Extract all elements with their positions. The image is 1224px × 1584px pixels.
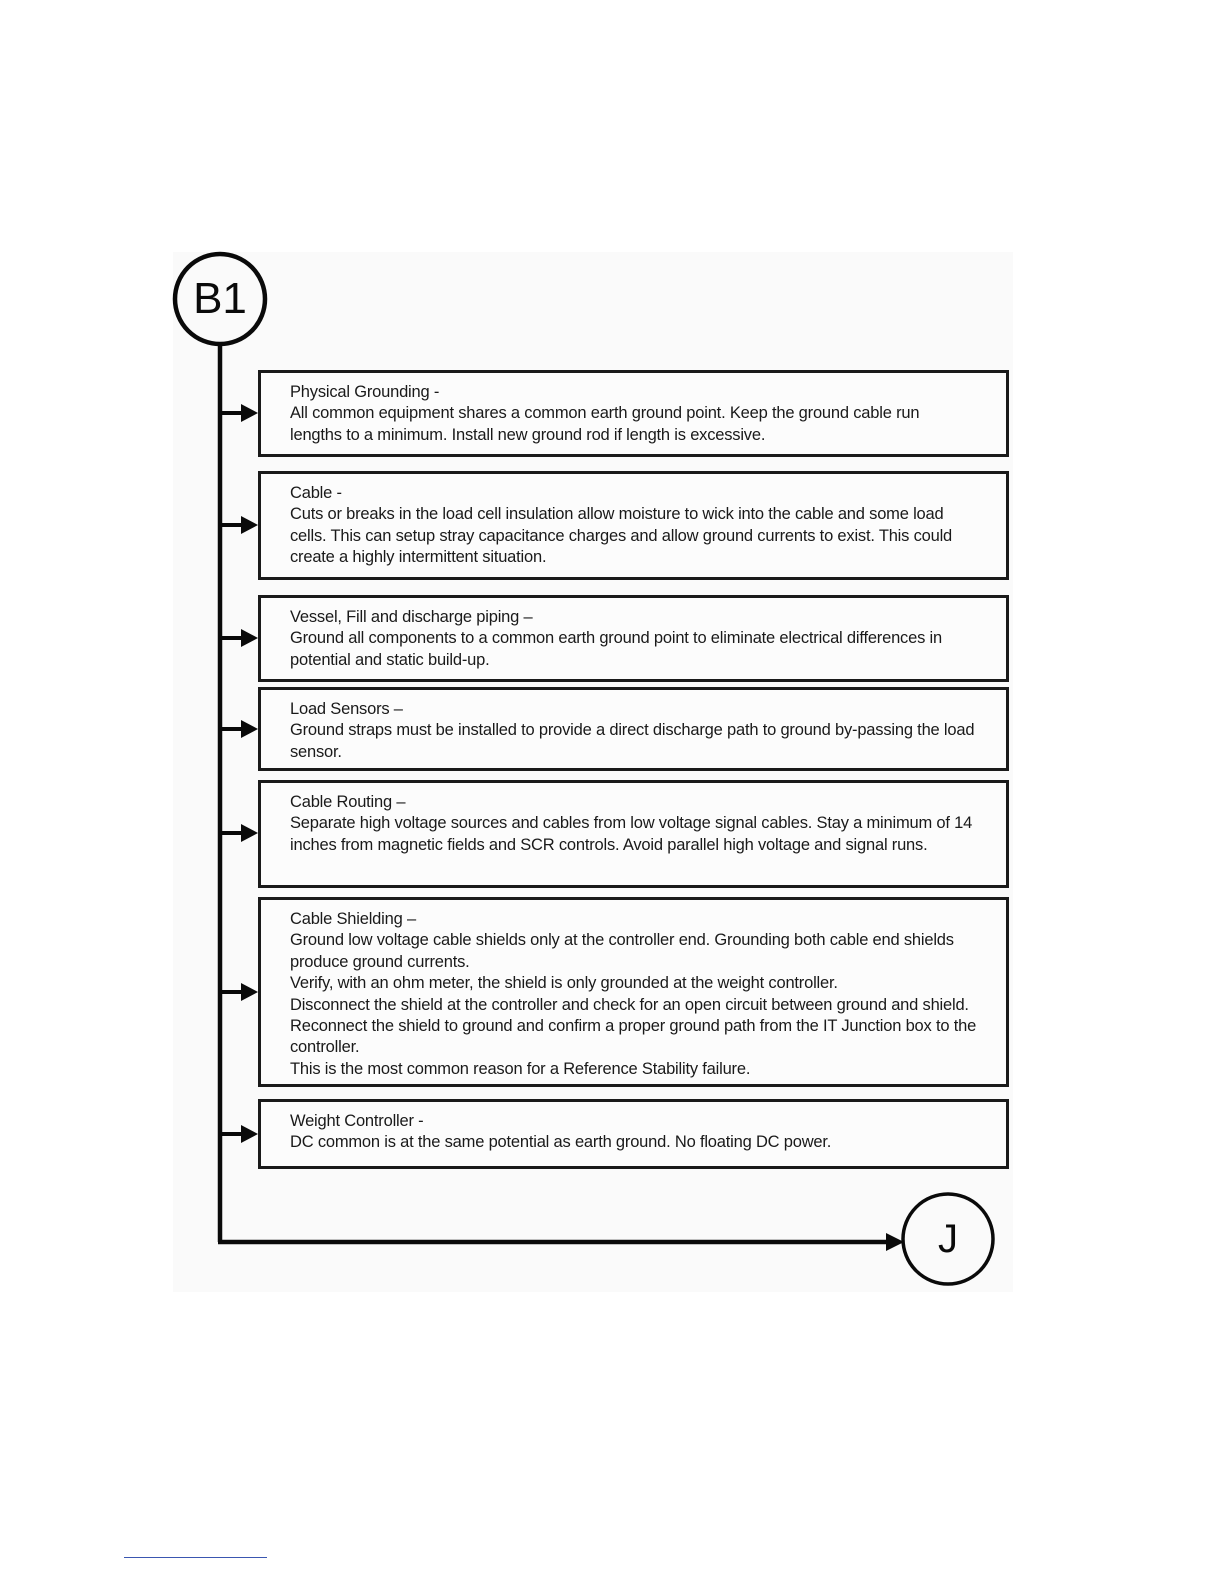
step-box [258,370,1009,457]
step-text-line: Disconnect the shield at the controller and check for an open circuit between ground and shield. [290,995,969,1014]
branch-arrowhead [241,1125,258,1143]
branch-arrowhead [241,983,258,1001]
branch-arrowhead [241,629,258,647]
step-title: Load Sensors – [290,700,403,718]
step-text-line: potential and static build-up. [290,650,490,669]
step-title: Vessel, Fill and discharge piping – [290,608,533,626]
branch-arrowhead [241,720,258,738]
step-text-line: Cuts or breaks in the load cell insulation allow moisture to wick into the cable and some load [290,505,944,524]
step-title: Physical Grounding - [290,383,440,401]
end-arrowhead [886,1233,904,1251]
end-node-label: J [938,1217,958,1261]
branch-arrowhead [241,516,258,534]
step-text-line: Ground all components to a common earth ground point to eliminate electrical differences in [290,629,942,648]
step-title: Cable Routing – [290,793,406,811]
step-box [258,471,1009,580]
step-box [258,780,1009,888]
step-text-line: create a highly intermittent situation. [290,548,547,567]
step-text-line: inches from magnetic fields and SCR controls. Avoid parallel high voltage and signal runs. [290,835,928,854]
start-node-label: B1 [193,274,247,323]
step-title: Cable Shielding – [290,910,416,928]
step-box [258,595,1009,682]
step-text-line: lengths to a minimum. Install new ground rod if length is excessive. [290,425,766,444]
branch-arrowhead [241,824,258,842]
step-box [258,897,1009,1087]
step-text-line: Verify, with an ohm meter, the shield is only grounded at the weight controller. [290,974,838,993]
step-text-line: Reconnect the shield to ground and confirm a proper ground path from the IT Junction box to the [290,1017,977,1036]
step-box [258,1099,1009,1169]
step-text-line: DC common is at the same potential as earth ground. No floating DC power. [290,1133,832,1152]
step-text-line: produce ground currents. [290,952,470,971]
step-text-line: Separate high voltage sources and cables from low voltage signal cables. Stay a minimum of 14 [290,814,973,833]
step-text-line: This is the most common reason for a Reference Stability failure. [290,1059,751,1078]
step-text-line: sensor. [290,742,342,761]
step-box [258,687,1009,771]
step-text-line: cells. This can setup stray capacitance charges and allow ground currents to exist. This could [290,526,953,545]
step-text-line: controller. [290,1038,360,1057]
branch-arrowhead [241,404,258,422]
step-title: Cable - [290,484,342,502]
step-text-line: Ground low voltage cable shields only at the controller end. Grounding both cable end shields [290,931,954,950]
step-text-line: All common equipment shares a common earth ground point. Keep the ground cable run [290,404,920,423]
footnote-rule [124,1557,267,1558]
step-title: Weight Controller - [290,1112,424,1130]
step-text-line: Ground straps must be installed to provide a direct discharge path to ground by-passing the load [290,721,975,740]
